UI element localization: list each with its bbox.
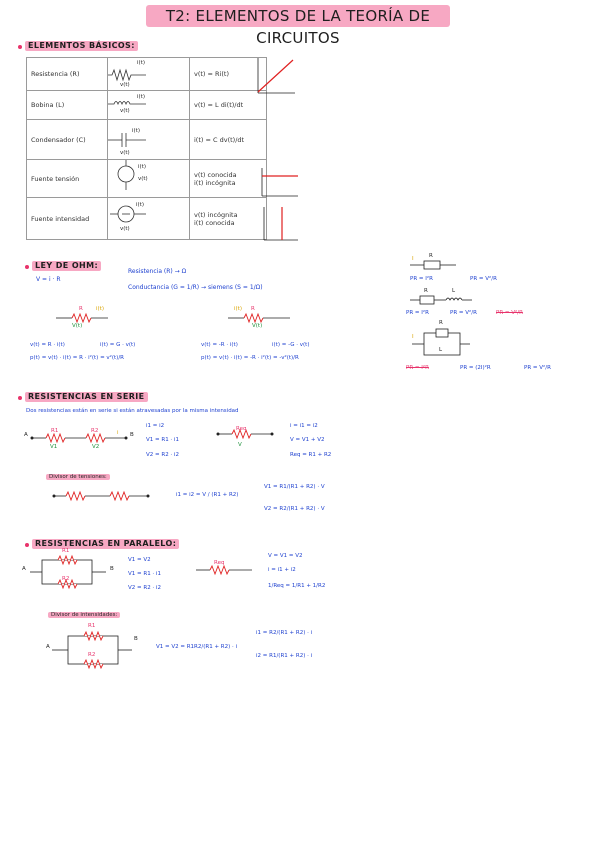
heading-paralelo: RESISTENCIAS EN PARALELO: [32, 539, 179, 549]
heading-serie: RESISTENCIAS EN SERIE [25, 392, 148, 402]
ohm-resistencia: Resistencia (R) → Ω [128, 268, 187, 275]
row-fuente-tension-name: Fuente tensión [27, 160, 108, 198]
paralelo-divisor-label: Divisor de intensidades: [48, 612, 120, 618]
side-pr2: PR = I²R [406, 310, 429, 316]
ohm-left-eq2: p(t) = v(t) · i(t) = R · i²(t) = v²(t)/R [30, 355, 125, 361]
cs-v-label: v(t) [120, 226, 130, 232]
paralelo-req: Req [214, 560, 225, 566]
vs-i-label: i(t) [138, 164, 146, 170]
side-pr2b: PR = V²/R [450, 310, 477, 316]
row-resistencia-name: Resistencia (R) [27, 58, 108, 91]
ohm-right-i: i(t) [234, 306, 242, 312]
serie-r2: R2 [91, 428, 99, 434]
side-pr1b: PR = V²/R [470, 276, 497, 282]
side-pr3c: PR = V²/R [524, 365, 551, 371]
serie-r1: R1 [51, 428, 59, 434]
row-bobina-eq: v(t) = L di(t)/dt [190, 91, 267, 120]
fuente-tension-eq2: i(t) incógnita [194, 178, 236, 187]
serie-div-eq: i1 = i2 = V / (R1 + R2) [176, 492, 239, 498]
paralelo-eq-right-0: V = V1 = V2 [268, 553, 303, 559]
side-i3: I [412, 334, 414, 340]
ohm-right-v: V(t) [252, 323, 263, 329]
fuente-tension-eq1: v(t) conocida [194, 170, 237, 179]
paralelo-r1: R1 [62, 548, 70, 554]
serie-eq-left-2: V2 = R2 · i2 [146, 452, 179, 458]
side-r1: R [429, 253, 433, 259]
paralelo-i1-eq: i1 = R2/(R1 + R2) · i [256, 630, 313, 636]
serie-v1: V1 [50, 444, 58, 450]
side-l3: L [439, 347, 443, 353]
side-r3: R [439, 320, 443, 326]
side-pr3b: PR = (2I)²R [460, 365, 491, 371]
ohm-left-i: i(t) [96, 306, 104, 312]
serie-eq-left-1: V1 = R1 · i1 [146, 437, 179, 443]
ohm-right-r: R [251, 306, 255, 312]
row-condensador-eq: i(t) = C dv(t)/dt [190, 120, 267, 160]
bob-v-label: v(t) [120, 108, 130, 114]
paralelo-a: A [22, 566, 26, 572]
fuente-intensidad-eq2: i(t) conocida [194, 218, 235, 227]
row-bobina-name: Bobina (L) [27, 91, 108, 120]
side-pr3: PR = I²R [406, 365, 429, 371]
paralelo-eq-left-0: V1 = V2 [128, 557, 151, 563]
serie-eq-right-1: V = V1 + V2 [290, 437, 325, 443]
serie-req: Req [236, 426, 247, 432]
paralelo-b: B [110, 566, 114, 572]
serie-desc: Dos resistencias están en serie si están atravesadas por la misma intensidad [26, 408, 239, 414]
heading-ley-de-ohm: LEY DE OHM: [32, 261, 101, 271]
res-v-label: v(t) [120, 82, 130, 88]
page-title: T2: ELEMENTOS DE LA TEORÍA DE CIRCUITOS [165, 7, 431, 47]
paralelo-eq-left-2: V2 = R2 · i2 [128, 585, 161, 591]
paralelo-r1b: R1 [88, 623, 96, 629]
side-l2: L [452, 288, 456, 294]
paralelo-eq-right-1: i = i1 + i2 [268, 567, 296, 573]
serie-eq-right-2: Req = R1 + R2 [290, 452, 332, 458]
paralelo-b2: B [134, 636, 138, 642]
serie-eq-left-0: i1 = i2 [146, 423, 165, 429]
paralelo-eq-right-2: 1/Req = 1/R1 + 1/R2 [268, 583, 326, 589]
vs-v-label: v(t) [138, 176, 148, 182]
ohm-right-eq1: v(t) = -R · i(t) [201, 342, 238, 348]
cap-v-label: v(t) [120, 150, 130, 156]
ohm-left-eq1b: i(t) = G · v(t) [100, 342, 136, 348]
row-resistencia-eq: v(t) = Ri(t) [190, 58, 267, 91]
serie-divisor-label: Divisor de tensiones: [46, 474, 110, 480]
side-i1: I [412, 256, 414, 262]
fuente-intensidad-eq1: v(t) incógnita [194, 210, 238, 219]
row-fuente-intensidad-name: Fuente intensidad [27, 198, 108, 240]
bob-i-label: i(t) [137, 94, 145, 100]
paralelo-v-eq: V1 = V2 = R1R2/(R1 + R2) · i [156, 644, 238, 650]
serie-i: i [117, 430, 119, 436]
serie-a: A [24, 432, 28, 438]
paralelo-i2-eq: i2 = R1/(R1 + R2) · i [256, 653, 313, 659]
ohm-left-r: R [79, 306, 83, 312]
serie-v2: V2 [92, 444, 100, 450]
paralelo-r2b: R2 [88, 652, 96, 658]
side-pr2c: PR = V²/R [496, 310, 523, 316]
serie-v: V [238, 442, 242, 448]
ohm-conductancia: Conductancia (G = 1/R) → siemens (S = 1/Ω) [128, 284, 263, 291]
serie-b: B [130, 432, 134, 438]
ohm-left-v: V(t) [72, 323, 83, 329]
serie-v2-eq: V2 = R2/(R1 + R2) · V [264, 506, 325, 512]
side-r2: R [424, 288, 428, 294]
serie-eq-right-0: i = i1 = i2 [290, 423, 318, 429]
cap-i-label: i(t) [132, 128, 140, 134]
ohm-right-eq2: p(t) = v(t) · i(t) = -R · i²(t) = -v²(t)/R [201, 355, 299, 361]
cs-i-label: i(t) [136, 202, 144, 208]
serie-v1-eq: V1 = R1/(R1 + R2) · V [264, 484, 325, 490]
res-i-label: i(t) [137, 60, 145, 66]
paralelo-r2: R2 [62, 576, 70, 582]
paralelo-divisor [48, 612, 120, 618]
ohm-right-eq1b: i(t) = -G · v(t) [272, 342, 310, 348]
heading-elementos-basicos: ELEMENTOS BÁSICOS: [25, 41, 138, 51]
paralelo-eq-left-1: V1 = R1 · i1 [128, 571, 161, 577]
ohm-law: V = i · R [36, 276, 61, 283]
row-condensador-name: Condensador (C) [27, 120, 108, 160]
ohm-left-eq1: v(t) = R · i(t) [30, 342, 65, 348]
side-pr1: PR = I²R [410, 276, 433, 282]
paralelo-a2: A [46, 644, 50, 650]
